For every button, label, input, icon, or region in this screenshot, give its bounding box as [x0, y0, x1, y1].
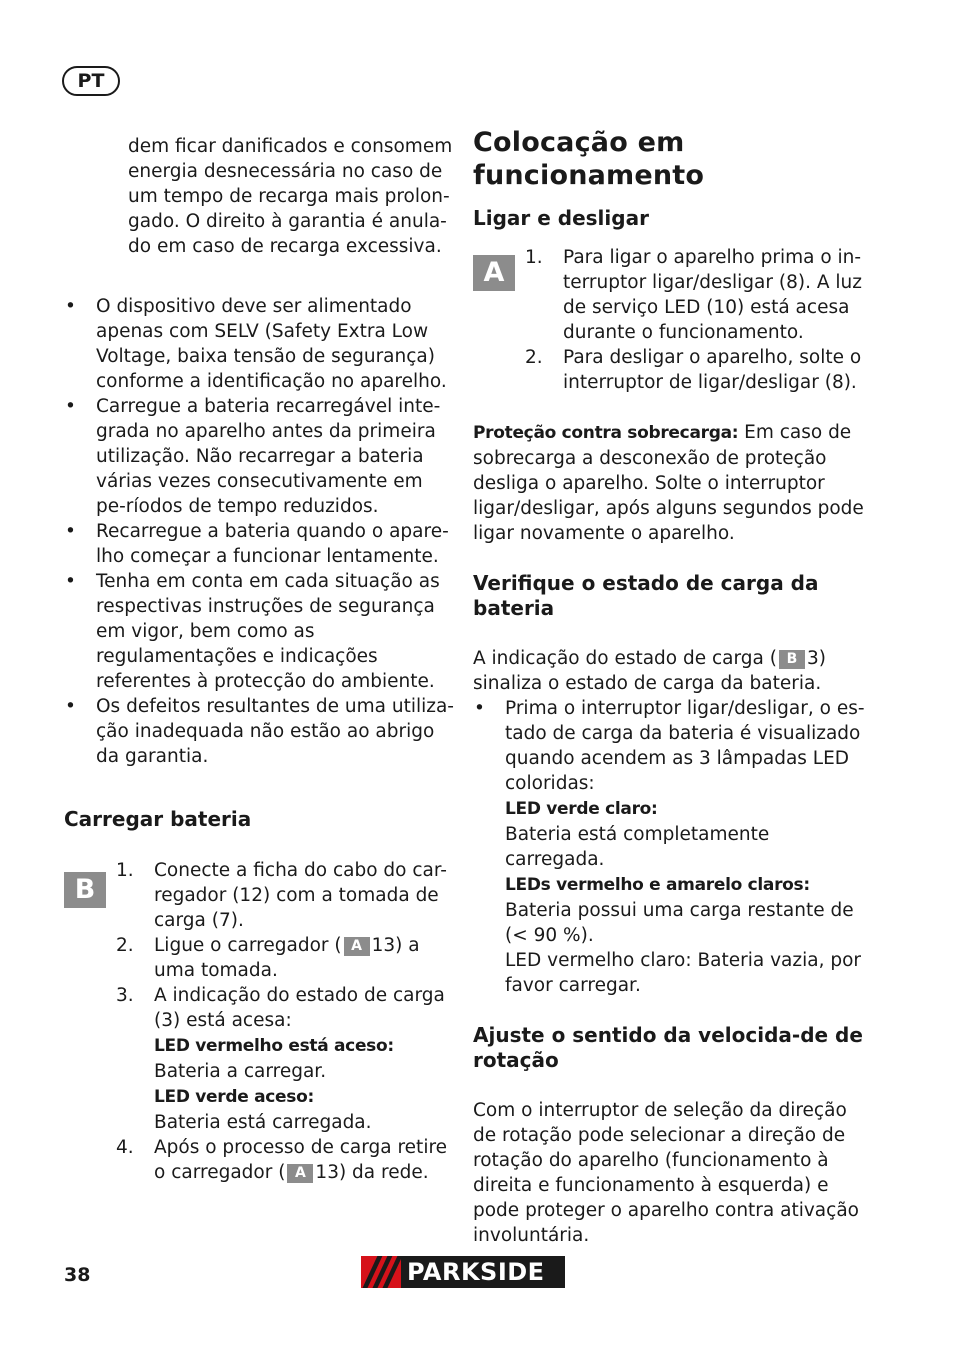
battery-intro-text: A indicação do estado de carga (: [473, 648, 777, 669]
on-off-heading: Ligar e desligar: [473, 206, 649, 230]
figure-b-tag: B: [779, 650, 805, 669]
led-red-yellow-desc: Bateria possui uma carga restante de (< 90 %).: [505, 900, 854, 946]
figure-b-tag: B: [64, 872, 106, 908]
step-number: 3.: [116, 985, 134, 1006]
list-item: • O dispositivo deve ser alimentado apenas com SELV (Safety Extra Low Voltage, baixa tensão de segurança) conforme a identificação no aparelho.: [64, 294, 454, 394]
step-item: [116, 933, 454, 983]
page-number: 38: [64, 1264, 91, 1286]
step-item: [116, 858, 454, 933]
step-text: A indicação do estado de carga (3) está acesa:: [154, 985, 445, 1031]
list-item: • Recarregue a bateria quando o apare-lho começar a funcionar lentamente.: [64, 519, 454, 569]
led-red-light-desc: LED vermelho claro: Bateria vazia, por favor carregar.: [505, 950, 862, 996]
logo-stripes-icon: [361, 1256, 401, 1288]
step-number: 2.: [525, 347, 543, 368]
overload-label: Proteção contra sobrecarga:: [473, 423, 739, 443]
step-text: 13) a uma tomada.: [154, 935, 420, 981]
step-text: Conecte a ficha do cabo do car-regador (12) com a tomada de carga (7).: [154, 860, 447, 931]
list-item: • Os defeitos resultantes de uma utiliza-ção inadequada não estão ao abrigo da garantia.: [64, 694, 454, 769]
brand-wordmark: PARKSIDE: [407, 1258, 545, 1286]
led-green-label: LED verde aceso:: [154, 1087, 314, 1107]
overload-text: Em caso de sobrecarga a desconexão de proteção desliga o aparelho. Solte o interruptor ligar/desligar, após alguns segundos pode ligar novamente o aparelho.: [473, 422, 864, 544]
step-item: [525, 345, 873, 395]
parkside-logo: [361, 1256, 565, 1288]
left-column: [64, 134, 454, 1185]
title-line: funcionamento: [473, 160, 705, 191]
step-text: Após o processo de carga retire o carregador (: [154, 1137, 448, 1183]
step-text: 13) da rede.: [315, 1162, 429, 1183]
charge-steps: [116, 858, 454, 1185]
battery-bullet-block: [473, 696, 873, 998]
led-green-light-desc: Bateria está completamente carregada.: [505, 824, 770, 870]
led-red-desc: Bateria a carregar.: [154, 1061, 327, 1082]
section-title: [473, 126, 873, 192]
list-item: [473, 696, 873, 998]
rotation-heading: Ajuste o sentido da velocida-de de rotação: [473, 1023, 863, 1072]
figure-a-tag: A: [473, 255, 515, 291]
battery-intro-text: 3) sinaliza o estado de carga da bateria.: [473, 648, 826, 694]
step-number: 4.: [116, 1137, 134, 1158]
step-item: [116, 1135, 454, 1185]
led-green-light-label: LED verde claro:: [505, 799, 658, 819]
step-number: 2.: [116, 935, 134, 956]
on-off-steps-block: [473, 245, 873, 395]
overload-paragraph: [473, 420, 873, 546]
step-text: Para ligar o aparelho prima o in-terruptor ligar/desligar (8). A luz de serviço LED (10) está acesa durante o funcionamento.: [563, 247, 862, 343]
battery-bullet-list: [473, 696, 873, 998]
battery-status-heading: Verifique o estado de carga da bateria: [473, 571, 819, 620]
on-off-steps: [525, 245, 873, 395]
led-red-yellow-label: LEDs vermelho e amarelo claros:: [505, 875, 810, 895]
battery-bullet-text: Prima o interruptor ligar/desligar, o es-tado de carga da bateria é visualizado quando acendem as 3 lâmpadas LED coloridas:: [505, 698, 865, 794]
step-item: [116, 983, 454, 1135]
led-green-desc: Bateria está carregada.: [154, 1112, 372, 1133]
led-red-label: LED vermelho está aceso:: [154, 1036, 394, 1056]
step-text: Ligue o carregador (: [154, 935, 342, 956]
title-line: Colocação em: [473, 127, 685, 158]
step-text: Para desligar o aparelho, solte o interruptor de ligar/desligar (8).: [563, 347, 862, 393]
rotation-paragraph: Com o interruptor de seleção da direção de rotação pode selecionar a direção de rotação do aparelho (funcionamento à direita e funcionamento à esquerda) e pode proteger o aparelho contra ativação involuntária.: [473, 1100, 859, 1246]
right-column: [473, 126, 873, 1248]
figure-a-tag: A: [287, 1164, 313, 1183]
intro-paragraph: dem ficar danificados e consomem energia desnecessária no caso de um tempo de recarga mais prolon-gado. O direito à garantia é anula-do em caso de recarga excessiva.: [128, 136, 453, 257]
list-item: • Tenha em conta em cada situação as respectivas instruções de segurança em vigor, bem como as regulamentações e indicações referentes à protecção do ambiente.: [64, 569, 454, 694]
language-badge: PT: [62, 66, 120, 96]
safety-bullet-list: [64, 294, 454, 769]
charge-steps-block: [64, 858, 454, 1185]
charge-battery-heading: Carregar bateria: [64, 807, 252, 831]
figure-a-tag: A: [344, 937, 370, 956]
step-number: 1.: [525, 247, 543, 268]
list-item: • Carregue a bateria recarregável inte-grada no aparelho antes da primeira utilização. Não recarregar a bateria várias vezes consecutivamente em pe-ríodos de tempo reduzidos.: [64, 394, 454, 519]
step-item: [525, 245, 873, 345]
battery-intro: [473, 646, 873, 696]
step-number: 1.: [116, 860, 134, 881]
